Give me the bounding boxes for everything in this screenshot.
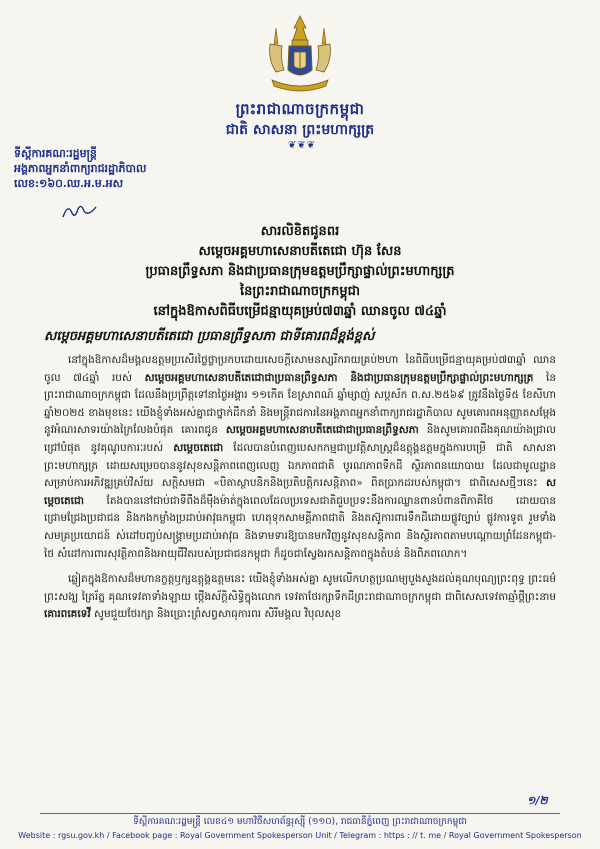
national-motto: ជាតិ សាសនា ព្រះមហាក្សត្រ — [225, 122, 375, 138]
issuing-office — [14, 146, 194, 191]
office-name: ទីស្តីការគណៈរដ្ឋមន្ត្រី — [14, 147, 97, 160]
body-text: តែងបាននៅជាប់ជាទីពឹងដ៏ម៉ឺងម៉ាត់ក្នុងពេលដែលប្រទេសជាតិជួបប្រទះនឹងការឈ្លានពានបំពានពីភាគីថៃ ដោយបានជ្រោមជ្រែងប្រជាជន និងកងកម្លាំងប្រដាប់អាវុធកម្ពុជា ហេតុទុកសាមគ្គីភាពជាតិ និងតស៊ូការពារទឹកដីដោយផ្លូវច្បាប់ ផ្លូវការទូត រួមទាំងសមគ្រប្រយោជន៍ ស់ដៅបញ្ចប់សង្គ្រាមប្រដាប់អាវុធ និងទាមទារឱ្យបានមកវិញនូវសុខសន្តិភាព និងស្ថិរភាពតាមបណ្តោយព្រំដែនកម្ពុជា-ថៃ សំដៅការពារសុវត្ថិភាពនិងអាយុជីវិតរបស់ប្រជាជនកម្ពុជា ក៏ដូចជាស្វែងរកសន្តិភាពក្នុងតំបន់ និងពិភពលោក។ — [44, 494, 556, 560]
body-text: នៃព្រះរាជាណាចក្រកម្ពុជា ដែលនឹងប្រព្រឹត្តទៅនាថ្ងៃអង្គារ ១១កើត ខែស្រាពណ៍ ឆ្នាំម្សាញ់ សប្តស័ក ព.ស.២៥៦៩ ត្រូវនឹងថ្ងៃទី៥ ខែសីហា ឆ្នាំ២០២៥ ខាងមុខនេះ យើងខ្ញុំទាំងអស់គ្នាជាថ្នាក់ដឹកនាំ និងមន្ត្រីរាជការនៃអង្គភាពអ្នកនាំពាក្យរាជរដ្ឋាភិបាល សូមគោរពអនុញ្ញាតសម្តែងនូវអំណរសាទរយ៉ាងក្រៃលែងបំផុត គោរពជូន — [44, 371, 556, 437]
body-text-bold: សម្តេចតេជោ — [173, 441, 224, 454]
kingdom-title: ព្រះរាជាណាចក្រកម្ពុជា — [235, 100, 365, 118]
occasion: នៅក្នុងឱកាសពិធីបម្រើជន្មាយុគម្រប់៧៣ឆ្នាំ ឈានចូល ៧៤ឆ្នាំ — [153, 304, 447, 319]
body-text: ដែលបានបំពេញបេសកកម្មជាប្រវត្តិសាស្ត្រដ៏ឧត្តុង្គឧត្តមក្នុងការបម្រើ ជាតិ សាសនា ព្រះមហាក្សត្រ ដោយសម្រេចបាននូវសុខសន្តិភាពពេញលេញ ឯកភាពជាតិ បូរណភាពទឹកដី ស្ថិរភាពនយោបាយ ដែលជាមូលដ្ឋានសម្រាប់ការអភិវឌ្ឍគ្រប់វិស័យ សក្តិសមជា «បិតាស្ថាបនិកនិងប្រតិបត្តិករសន្តិភាព» ពិតប្រាកដរបស់កម្ពុជា។ ជាពិសេសថ្មីៗនេះ — [44, 441, 556, 490]
paragraph — [44, 571, 556, 624]
divider-ornament: ❦❦❦ — [287, 140, 317, 151]
body-text-bold: គោរពគេទេវី — [44, 608, 91, 621]
letter-body — [44, 352, 556, 632]
footer-address: ទីស្តីការគណៈរដ្ឋមន្ត្រី លេខ៤១ មហាវិថីសហព័ន្ធរុស្ស៊ី (១១០), រាជធានីភ្នំពេញ ព្រះរាជាណាចក្រកម្ពុជា — [133, 817, 467, 827]
body-text: ឆ្លៀតក្នុងឱកាសដ៏មហានក្ខត្តឫក្សឧត្តុង្គឧត្តមនេះ យើងខ្ញុំទាំងអស់គ្នា សូមលើកហត្ថប្រណម្យបួងសួងដល់គុណបុណ្យព្រះពុទ្ធ ព្រះធម៌ ព្រះសង្ឃ ត្រៃរ័ត្ន គុណទេវតាទាំងឡាយ ថ្កើងស័ក្តិសិទ្ធិក្នុងលោក ទេវតាថែរក្សាទឹកដីព្រះរាជាណាចក្រកម្ពុជា ជាពិសេសទេវតាឆ្មាំថ្ពីព្រះនាម — [44, 573, 556, 603]
reference-number: លេខ:១៦០.ឈ.អ.ម.អស — [14, 177, 124, 190]
recipient-title: ប្រធានព្រឹទ្ធសភា និងជាប្រធានក្រុមឧត្តមប្រឹក្សាផ្ទាល់ព្រះមហាក្សត្រ — [145, 264, 455, 279]
unit-name: អង្គភាពអ្នកនាំពាក្យរាជរដ្ឋាភិបាល — [14, 162, 147, 175]
body-text-bold: សម្តេចអគ្គមហាសេនាបតីតេជោជាប្រធានព្រឹទ្ធសភា និងជាប្រធានក្រុមឧត្តមប្រឹក្សាផ្ទាល់ព្រះមហាក្សត្រ — [144, 371, 534, 384]
message-type: សារលិខិតជូនពរ — [260, 224, 340, 239]
salutation: សម្តេចអគ្គមហាសេនាបតីតេជោ ប្រធានព្រឹទ្ធសភា ជាទីគោរពដ៏ខ្ពង់ខ្ពស់ — [44, 329, 375, 344]
message-heading — [60, 222, 540, 322]
body-text-bold: សម្តេចតេជោ — [44, 477, 556, 507]
paragraph — [44, 352, 556, 563]
royal-coat-of-arms-emblem — [262, 14, 338, 96]
body-text: សូមជួយថែរក្សា និងប្រោះព្រំសព្វសាធុការពរ សិរីមង្គល វិបុលសុខ — [90, 608, 342, 621]
recipient-name: សម្តេចអគ្គមហាសេនាបតីតេជោ ហ៊ុន សែន — [198, 244, 402, 259]
body-text: នៅក្នុងឱកាសដ៏មង្គលឧត្តមប្រសើរថ្លៃថ្លាប្រកបដោយសេចក្តីសោមនស្សរីករាយគ្រប់២ហា នៃពិធីបម្រើជន្មាយុគម្រប់៧៣ឆ្នាំ ឈានចូល ៧៤ឆ្នាំ របស់ — [44, 354, 556, 384]
initial-signature-mark — [60, 201, 100, 221]
footer-links: Website : rgsu.gov.kh / Facebook page : Royal Government Spokesperson Unit / Telegram : https : // t. me / Royal Government Spokesperson — [18, 831, 582, 840]
body-text-bold: សម្តេចអគ្គមហាសេនាបតីតេជោជាប្រធានព្រឹទ្ធសភា — [225, 424, 419, 437]
body-text: និងសូមគោរពដឹងគុណយ៉ាងជ្រាលជ្រៅបំផុត នូវគុណូបការៈរបស់ — [44, 424, 556, 454]
recipient-country: នៃព្រះរាជាណាចក្រកម្ពុជា — [239, 284, 361, 299]
page-number: ១/២ — [527, 794, 548, 807]
footer-divider — [40, 813, 560, 814]
